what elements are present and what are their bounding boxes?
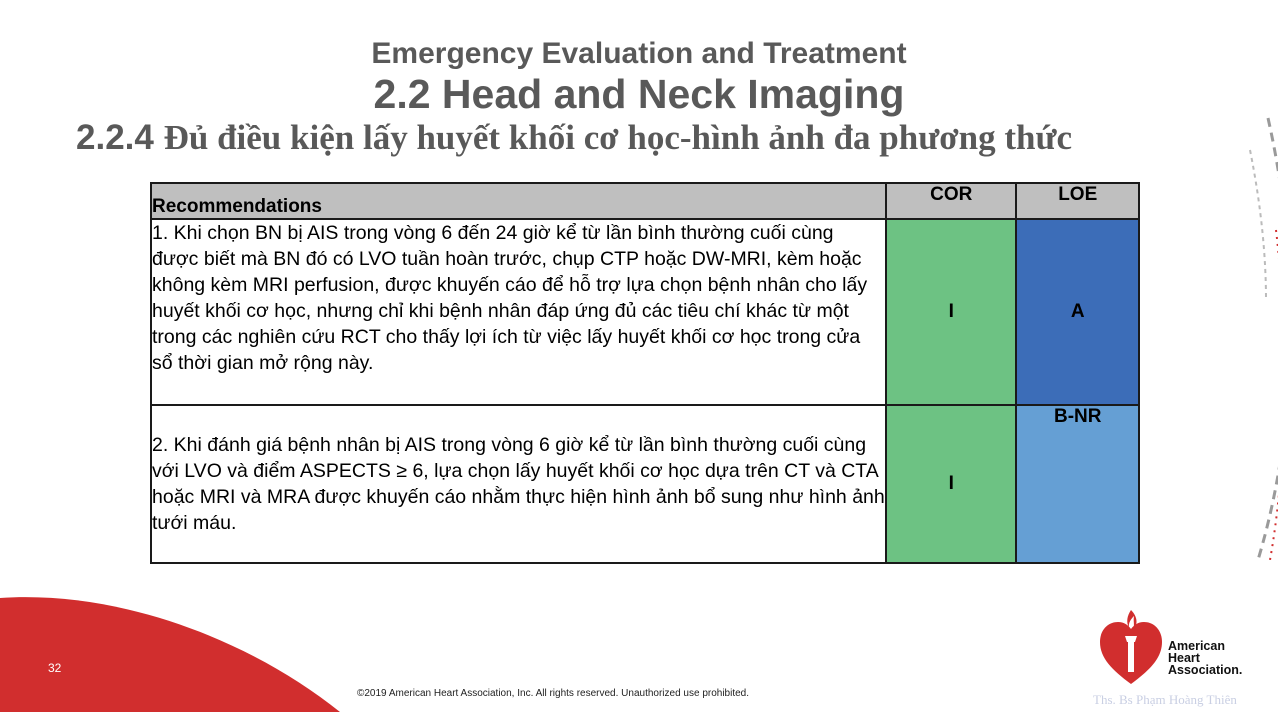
subsection-number: 2.2.4 — [76, 118, 154, 157]
loe-value: B-NR — [1016, 405, 1139, 563]
subsection-text: Đủ điều kiện lấy huyết khối cơ học-hình ảnh đa phương thức — [163, 118, 1072, 157]
header-cor: COR — [886, 183, 1017, 219]
table-header-row — [151, 183, 1139, 219]
logo-line: Heart — [1168, 651, 1200, 665]
loe-value: A — [1016, 219, 1139, 405]
header-recommendations: Recommendations — [151, 183, 886, 219]
cor-value: I — [886, 219, 1017, 405]
subsection-title — [76, 116, 1072, 160]
cor-value: I — [886, 405, 1017, 563]
author-signature: Ths. Bs Phạm Hoàng Thiên — [1093, 692, 1237, 707]
recommendations-table — [150, 182, 1140, 564]
header-loe: LOE — [1016, 183, 1139, 219]
logo-line: Association. — [1168, 663, 1243, 677]
table-row — [151, 405, 1139, 563]
copyright-text: ©2019 American Heart Association, Inc. All rights reserved. Unauthorized use prohibited. — [357, 688, 750, 699]
recommendation-text: 2. Khi đánh giá bệnh nhân bị AIS trong vòng 6 giờ kể từ lần bình thường cuối cùng với LVO và điểm ASPECTS ≥ 6, lựa chọn lấy huyết khối cơ học dựa trên CT và CTA hoặc MRI và MRA được khuyến cáo nhằm thực hiện hình ảnh bổ sung như hình ảnh tưới máu. — [151, 405, 886, 563]
recommendation-text: 1. Khi chọn BN bị AIS trong vòng 6 đến 24 giờ kể từ lần bình thường cuối cùng được biết mà BN đó có LVO tuần hoàn trước, chụp CTP hoặc DW-MRI, kèm hoặc không kèm MRI perfusion, được khuyến cáo để hỗ trợ lựa chọn bệnh nhân cho lấy huyết khối cơ học, nhưng chỉ khi bệnh nhân đáp ứng đủ các tiêu chí khác từ một trong các nghiên cứu RCT cho thấy lợi ích từ việc lấy huyết khối cơ học trong cửa sổ thời gian mở rộng này. — [151, 219, 886, 405]
aha-logo-text — [1168, 640, 1242, 676]
slide-title: Emergency Evaluation and Treatment — [371, 37, 907, 70]
table-row — [151, 219, 1139, 405]
section-title: 2.2 Head and Neck Imaging — [373, 71, 905, 117]
logo-line: American — [1168, 639, 1225, 653]
page-number: 32 — [48, 661, 62, 675]
aha-heart-torch-logo — [1098, 606, 1164, 686]
